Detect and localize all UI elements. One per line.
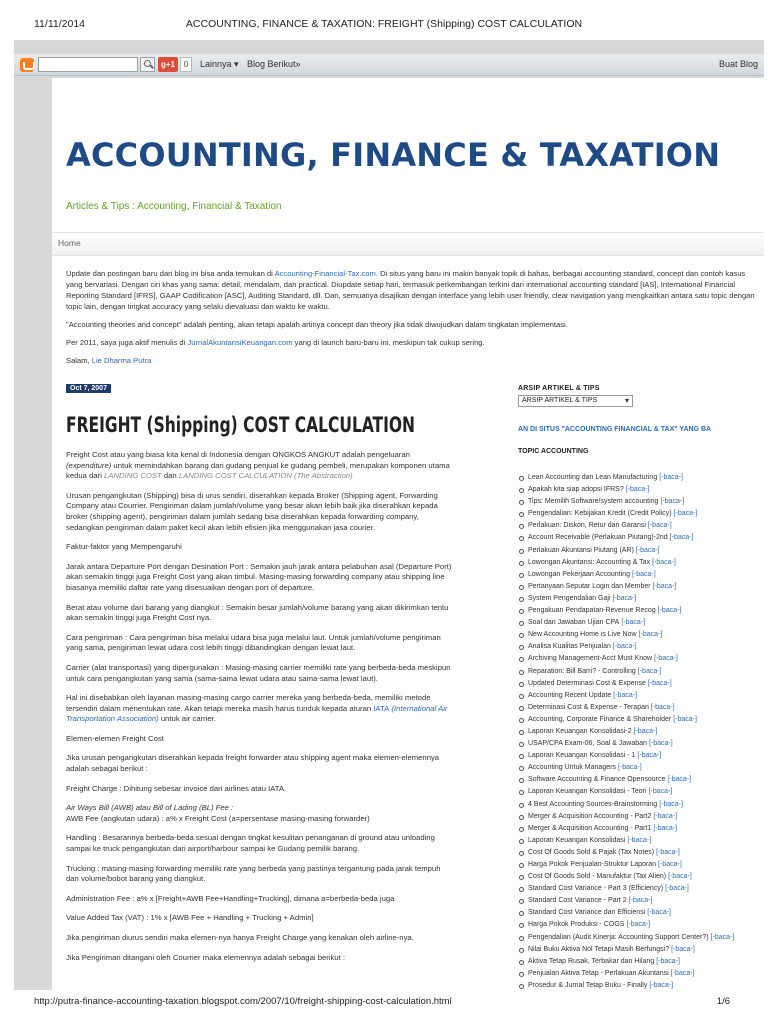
read-more-link[interactable]: [-baca-]	[626, 921, 651, 929]
topic-item	[518, 799, 764, 811]
topic-link[interactable]: Reparation: Bill Barri? - Controlling	[528, 667, 636, 675]
post-text: AWB Fee (angkutan udara) : a% x Freight Cost (a=persentase masing-masing forwarder)	[66, 813, 370, 823]
read-more-link[interactable]: [-baca-]	[647, 522, 672, 530]
site-link[interactable]: Accounting-Financial-Tax.com	[274, 269, 376, 278]
create-blog-link[interactable]: Buat Blog	[718, 59, 758, 69]
topic-link[interactable]: Archiving Management-Acct Must Know	[528, 655, 653, 663]
iata-link[interactable]: IATA	[373, 703, 390, 713]
topic-item	[518, 811, 764, 823]
topic-link[interactable]: Standard Cost Variance - Part 3 (Efficiency)	[528, 885, 664, 893]
intro-text	[66, 268, 756, 373]
search-icon[interactable]	[140, 57, 155, 72]
topic-link[interactable]: Laporan Keuangan Konsolidasi - 1	[528, 752, 636, 760]
topic-item	[518, 545, 764, 557]
search-input[interactable]	[38, 57, 138, 72]
salam-text: Salam,	[66, 356, 92, 365]
read-more-link[interactable]: [-baca-]	[649, 981, 674, 989]
post-paragraph: Carrier (alat transportasi) yang dipergunakan : Masing-masing carrier memiliki rate yang berbeda-beda meskipun untuk cara pengangkutan yang sama (sama-sama lewat udara atau sama-sama lewat laut).	[66, 662, 451, 683]
topic-item	[518, 944, 764, 956]
chevron-down-icon: ▾	[231, 59, 239, 69]
archive-select[interactable]: ARSIP ARTIKEL & TIPS ▾	[518, 395, 633, 407]
read-more-link[interactable]: [-baca-]	[650, 703, 675, 711]
topic-link[interactable]: USAP/CPA Exam-06, Soal & Jawaban	[528, 740, 647, 748]
topic-item	[518, 738, 764, 750]
read-more-link[interactable]: [-baca-]	[659, 474, 683, 481]
topic-link[interactable]: Apakah kita siap adopsi IFRS?	[528, 486, 624, 494]
topic-link[interactable]: Nilai Buku Aktiva Nol Tetapi Masih Berfungsi?	[528, 945, 670, 953]
topic-link[interactable]: Perlakuan: Diskon, Retur dan Garansi	[528, 522, 646, 530]
topic-item	[518, 895, 764, 907]
read-more-link[interactable]: [-baca-]	[654, 655, 678, 663]
read-more-link[interactable]: [-baca-]	[625, 486, 650, 494]
tab-home[interactable]: Home	[58, 238, 81, 248]
topic-link[interactable]: Standard Cost Variance - Part 2	[528, 897, 627, 905]
print-page-number: 1/6	[716, 996, 730, 1007]
intro-text-b: . Di situs yang baru ini makin banyak topik di bahas, berbagai accounting standard, concept dan contoh kasus yang bervariasi. Dengan ciri khas yang sama: detail, mendalam, dan practical. Diupdate setiap hari, termasuk perkembangan terkini dari international accounting standard [IAS], International Financial Reporting Standard [IFRS], GAAP Codification [ASC], Auditing Standard, dll. Dan, semuanya disajikan dengan interface yang lebih user friendly, clear navigation yang mengkaitkan antara satu topic dengan topic lain, dengan tingkat accuracy yang selalu dievaluasi dari waktu ke waktu.	[66, 269, 755, 311]
topic-link[interactable]: Soal dan Jawaban Ujian CPA	[528, 619, 620, 627]
topic-link[interactable]: Perlakuan Akuntansi Piutang (AR)	[528, 546, 634, 554]
topic-item	[518, 508, 764, 520]
post-text: untuk air carrier.	[158, 714, 216, 724]
topic-item	[518, 847, 764, 859]
read-more-link[interactable]: [-baca-]	[621, 619, 646, 627]
read-more-link[interactable]: [-baca-]	[648, 788, 673, 796]
topic-link[interactable]: 4 Best Accounting Sources-Brainstorming	[528, 800, 658, 808]
read-more-link[interactable]: [-baca-]	[612, 594, 637, 602]
landing-cost-link[interactable]: LANDING COST	[104, 471, 162, 481]
print-url: http://putra-finance-accounting-taxation.blogspot.com/2007/10/freight-shipping-cost-calculation.html	[34, 996, 452, 1007]
post-paragraph: Jarak antara Departure Port dengan Desination Port : Semakin jauh jarak antara pelabuhan asal (Departure Port) akan semakin tinggi juga Freight Cost yang akan timbul. Masing-masing forwarding company atau shipping line biasanya memiliki daftar rate yang disesuaikan dengan port of departure.	[66, 561, 452, 592]
read-more-link[interactable]: [-baca-]	[660, 498, 685, 506]
topic-item	[518, 629, 764, 641]
topic-item	[518, 762, 764, 774]
next-blog-link[interactable]: Blog Berikut»	[247, 59, 301, 69]
read-more-link[interactable]: [-baca-]	[668, 873, 692, 881]
gplus-count: 0	[180, 57, 192, 72]
intro-paragraph-2	[66, 337, 756, 348]
topic-link[interactable]: Updated Determinasi Cost & Expense	[528, 679, 646, 687]
post-date-badge: Oct 7, 2007	[66, 384, 111, 393]
landing-cost-calc-link[interactable]: LANDING COST CALCULATION (The Abstraction)	[178, 471, 353, 481]
post-subheading: Faktur-faktor yang Mempengaruhi	[66, 542, 182, 552]
post-text: Hal ini disebabkan oleh layanan masing-masing cargo carrier mereka yang berbeda-beda, memiliki metode tersendiri dalam menentukan rate. Akan tetapi mereka masih harus tunduk kepada aturan	[66, 693, 431, 713]
topic-item	[518, 907, 764, 919]
blog-title[interactable]: ACCOUNTING, FINANCE & TAXATION	[66, 136, 721, 174]
read-more-link[interactable]: [-baca-]	[637, 752, 662, 760]
blogger-logo-icon[interactable]	[20, 58, 34, 72]
topic-heading: TOPIC ACCOUNTING	[518, 448, 589, 455]
read-more-link[interactable]: [-baca-]	[617, 764, 642, 772]
read-more-link[interactable]: [-baca-]	[652, 558, 676, 566]
blog-description: Articles & Tips : Accounting, Financial & Taxation	[66, 201, 282, 212]
topic-link[interactable]: Analisa Kualitas Penjualan	[528, 643, 611, 651]
post-paragraph	[66, 450, 454, 482]
read-more-link[interactable]: [-baca-]	[638, 631, 663, 639]
read-more-link[interactable]: [-baca-]	[653, 812, 678, 820]
read-more-link[interactable]: [-baca-]	[653, 824, 678, 832]
read-more-link[interactable]: [-baca-]	[612, 643, 637, 651]
intro-text-a: Update dan postingan baru dari blog ini bisa anda temukan di	[66, 269, 275, 278]
author-link[interactable]: Lie Dharma Putra	[91, 356, 152, 365]
post-text: dan	[161, 471, 179, 481]
topic-link[interactable]: Merger & Acquisition Accounting - Part2	[528, 812, 652, 820]
topic-item	[518, 871, 764, 883]
topic-item	[518, 593, 764, 605]
topic-item	[518, 750, 764, 762]
topic-link[interactable]: Pengakuan Pendapatan-Revenue Recog	[528, 607, 656, 615]
topic-item	[518, 956, 764, 968]
post-paragraph	[66, 693, 454, 725]
post-subheading: Elemen-elemen Freight Cost	[66, 733, 164, 743]
read-more-link[interactable]: [-baca-]	[671, 945, 695, 953]
topic-item	[518, 641, 764, 653]
topic-item	[518, 919, 764, 931]
topic-item	[518, 617, 764, 629]
topic-item	[518, 786, 764, 798]
read-more-link[interactable]: [-baca-]	[652, 582, 677, 590]
sidebar	[518, 385, 764, 990]
topic-item	[518, 968, 764, 980]
topic-link[interactable]: Tips: Memilih Software/system accounting	[528, 498, 659, 506]
topic-item	[518, 472, 764, 484]
topic-item	[518, 484, 764, 496]
topic-link[interactable]: Penjualan Aktiva Tetap - Perlakuan Akuntansi	[528, 969, 669, 977]
read-more-link[interactable]: [-baca-]	[633, 727, 658, 735]
intro-text-c: Per 2011, saya juga aktif menulis di	[66, 338, 188, 347]
topic-link[interactable]: Accounting Untuk Managers	[528, 764, 616, 772]
topic-link[interactable]: Lowongan Pekerjaan Accounting	[528, 570, 630, 578]
post-paragraph: Freight Charge : Dihitung sebesar invoice dari airlines atau IATA.	[66, 783, 287, 793]
post-text: untuk memindahkan barang dari gudang penjual ke gudang pembeli, merupakan komponen utama kedua dari	[66, 460, 450, 481]
topic-link[interactable]: Merger & Acquisition Accounting - Part1	[528, 824, 652, 832]
post-text-italic: Air Ways Bill (AWB) atau Bill of Lading (BL) Fee :	[66, 803, 234, 813]
read-more-link[interactable]: [-baca-]	[669, 534, 694, 542]
more-label: Lainnya	[200, 59, 232, 69]
topic-item	[518, 702, 764, 714]
topic-item	[518, 653, 764, 665]
topic-item	[518, 605, 764, 617]
topic-link[interactable]: Prosedur & Jurnal Tetap Buku - Finally	[528, 981, 648, 989]
post-paragraph: Urusan pengangkutan (Shipping) bisa di urus sendiri, diserahkan kepada Broker (Shipping agent, Forwarding Company atau Courrier. Pengiriman dalam jumlah/volume yang besar akan lebih baik jika diserahkan kepada broker (shipping agent), pengiriman dalam jumlah sedang bisa diserahkan kepada forwarding company, sedangkan pengiriman dalam paket kecil akan lebih efisien jika menggunakan jasa courier.	[66, 490, 438, 532]
topic-link[interactable]: Software Accounting & Finance Opensource	[528, 776, 666, 784]
topic-item	[518, 520, 764, 532]
read-more-link[interactable]: [-baca-]	[647, 909, 671, 917]
read-more-link[interactable]: [-baca-]	[648, 740, 673, 748]
post-paragraph: Handling : Besarannya berbeda-beda sesuai dengan tingkat kesulitan penanganan di ground atau unloading sampai ke truck pengangkutan dari airport/harbour sampai ke Gudang pemilik barang.	[66, 833, 435, 854]
intro-paragraph	[66, 268, 756, 312]
topic-link[interactable]: Pertanyaan Seputar Login dan Member	[528, 582, 651, 590]
post-text-italic: (expenditure)	[66, 460, 112, 470]
blog-page	[14, 40, 764, 990]
topic-item	[518, 726, 764, 738]
topic-item	[518, 932, 764, 944]
iata-full-link[interactable]: (International Air Transportation Association)	[66, 703, 448, 724]
read-more-link[interactable]: [-baca-]	[667, 776, 692, 784]
intro-quote: "Accounting theories and concept" adalah penting, akan tetapi apalah artinya concept dan theory jika tidak diwujudkan dalam tingkatan implementasi.	[66, 320, 568, 329]
more-menu[interactable]	[200, 59, 239, 70]
read-more-link[interactable]: [-baca-]	[627, 836, 652, 844]
topic-link[interactable]: Account Receivable (Perlakuan Piutang)-2nd	[528, 534, 668, 542]
topic-link[interactable]: Cost Of Goods Sold - Manufaktur (Tax Alien)	[528, 873, 667, 881]
topic-list	[518, 472, 764, 990]
read-more-link[interactable]: [-baca-]	[657, 607, 682, 615]
read-more-link[interactable]: [-baca-]	[658, 861, 682, 868]
topic-link[interactable]: Aktiva Tetap Rusak, Terbakar dan Hilang	[528, 957, 655, 965]
topic-item	[518, 532, 764, 544]
topic-item	[518, 569, 764, 581]
topic-link[interactable]: Pengendalian (Audit Kinerja: Accounting Support Center?)	[528, 933, 709, 941]
print-date: 11/11/2014	[34, 18, 85, 30]
topic-item	[518, 581, 764, 593]
read-more-link[interactable]: [-baca-]	[635, 546, 660, 554]
jurnal-link[interactable]: JurnalAkuntansiKeuangan.com	[187, 338, 293, 347]
archive-heading: ARSIP ARTIKEL & TIPS	[518, 385, 600, 392]
topic-item	[518, 774, 764, 786]
intro-text-d: yang di launch baru-baru ini, meskipun tak cukup sering.	[292, 338, 485, 347]
topic-link[interactable]: System Pengendalian Gaji	[528, 594, 611, 602]
post-paragraph: Administration Fee : a% x [Freight+AWB Fee+Handling+Trucking], dimana a=berbeda-beda juga	[66, 893, 395, 903]
print-header	[0, 0, 768, 40]
read-more-link[interactable]: [-baca-]	[656, 957, 680, 965]
topic-link[interactable]: Laporan Keuangan Konsolidasi-2	[528, 727, 632, 735]
topic-link[interactable]: Lowongan Akuntansi: Accounting & Tax	[528, 558, 651, 566]
topic-item	[518, 557, 764, 569]
topic-item	[518, 883, 764, 895]
topic-link[interactable]: Accounting, Corporate Finance & Shareholder	[528, 715, 672, 723]
read-more-link[interactable]: [-baca-]	[659, 800, 683, 808]
topic-link[interactable]: Cost Of Goods Sold & Pajak (Tax Notes)	[528, 848, 655, 856]
read-more-link[interactable]: [-baca-]	[613, 691, 638, 699]
print-title: ACCOUNTING, FINANCE & TAXATION: FREIGHT (Shipping) COST CALCULATION	[185, 18, 583, 30]
topic-link[interactable]: Lean Accounting dan Lean Manufacturing	[528, 474, 658, 481]
read-more-link[interactable]: [-baca-]	[673, 510, 698, 518]
post-paragraph: Jika pengiriman diurus sendiri maka elemen-nya hanya Freight Charge yang kenakan oleh airline-nya.	[66, 933, 414, 942]
gplus-button[interactable]: g+1	[158, 57, 178, 72]
page-tabs	[52, 232, 764, 256]
topic-link[interactable]: Harga Pokok Penjualan-Struktur Laporan	[528, 861, 657, 868]
intro-signature	[66, 355, 756, 366]
topic-item	[518, 678, 764, 690]
post-paragraph: Value Added Tax (VAT) : 1% x [AWB Fee + Handling + Trucking + Admin]	[66, 913, 314, 923]
post-title[interactable]: FREIGHT (Shipping) COST CALCULATION	[66, 413, 415, 437]
read-more-link[interactable]: [-baca-]	[631, 570, 656, 578]
post-paragraph	[66, 803, 454, 824]
topic-link[interactable]: Accounting Recent Update	[528, 691, 612, 699]
topic-item	[518, 666, 764, 678]
topic-item	[518, 714, 764, 726]
topic-item	[518, 690, 764, 702]
read-more-link[interactable]: [-baca-]	[673, 715, 697, 723]
read-more-link[interactable]: [-baca-]	[670, 969, 695, 977]
post-text: Freight Cost atau yang biasa kita kenal di Indonesia dengan ONGKOS ANGKUT adalah pengeluaran	[66, 450, 410, 459]
topic-link[interactable]: Laporan Keuangan Konsolidasi - Teori	[528, 788, 647, 796]
post-paragraph: Cara pengiriman : Cara pengiriman bisa melalui udara bisa juga melalui laut. Untuk jumlah/volume pengiriman yang sama, pengiriman lewat udara cost lebih tinggi dibandingkan dengan lewat laut.	[66, 632, 441, 653]
post-body	[66, 450, 454, 972]
topic-item	[518, 496, 764, 508]
post-paragraph: Trucking : masing-masing forwarding memiliki rate yang berbeda yang pastinya tergantung pada jarak tempuh dan volume/bobot barang yang diangkut.	[66, 863, 441, 884]
read-more-link[interactable]: [-baca-]	[628, 897, 653, 905]
post-paragraph: Jika urusan pengangkutan diserahkan kepada freight forwarder atau shipping agent maka elemen-elemennya adalah sebagai berikut :	[66, 753, 440, 774]
topic-item	[518, 823, 764, 835]
topic-link[interactable]: Determinasi Cost & Expense - Terapan	[528, 703, 649, 711]
topic-link[interactable]: Standard Cost Variance dan Efficiensi	[528, 909, 646, 917]
topic-link[interactable]: Laporan Keuangan Konsolidasi	[528, 836, 626, 844]
topic-link[interactable]: Harga Pokok Produksi - COGS	[528, 921, 625, 929]
read-more-link[interactable]: [-baca-]	[665, 885, 689, 893]
scrolling-announcement[interactable]: AN DI SITUS "ACCOUNTING FINANCIAL & TAX" YANG BA	[518, 426, 712, 433]
post-paragraph: Berat atau volume dari barang yang diangkut : Semakin besar jumlah/volume barang yang akan dikirimkan tentu akan semakin tinggi juga Freight Cost nya.	[66, 602, 449, 623]
blogger-navbar	[14, 54, 764, 76]
read-more-link[interactable]: [-baca-]	[710, 933, 735, 941]
topic-item	[518, 835, 764, 847]
topic-link[interactable]: Pengendalian: Kebijakan Kredit (Credit Policy)	[528, 510, 672, 518]
post-paragraph: Jika Pengiriman ditangani oleh Courrier maka elemennya adalah sebagai berikut :	[66, 952, 346, 962]
content-column	[52, 78, 764, 990]
read-more-link[interactable]: [-baca-]	[656, 848, 680, 856]
topic-link[interactable]: New Accounting Home is Live Now	[528, 631, 637, 639]
read-more-link[interactable]: [-baca-]	[647, 679, 672, 687]
topic-item	[518, 980, 764, 990]
read-more-link[interactable]: [-baca-]	[637, 667, 662, 675]
topic-item	[518, 859, 764, 871]
